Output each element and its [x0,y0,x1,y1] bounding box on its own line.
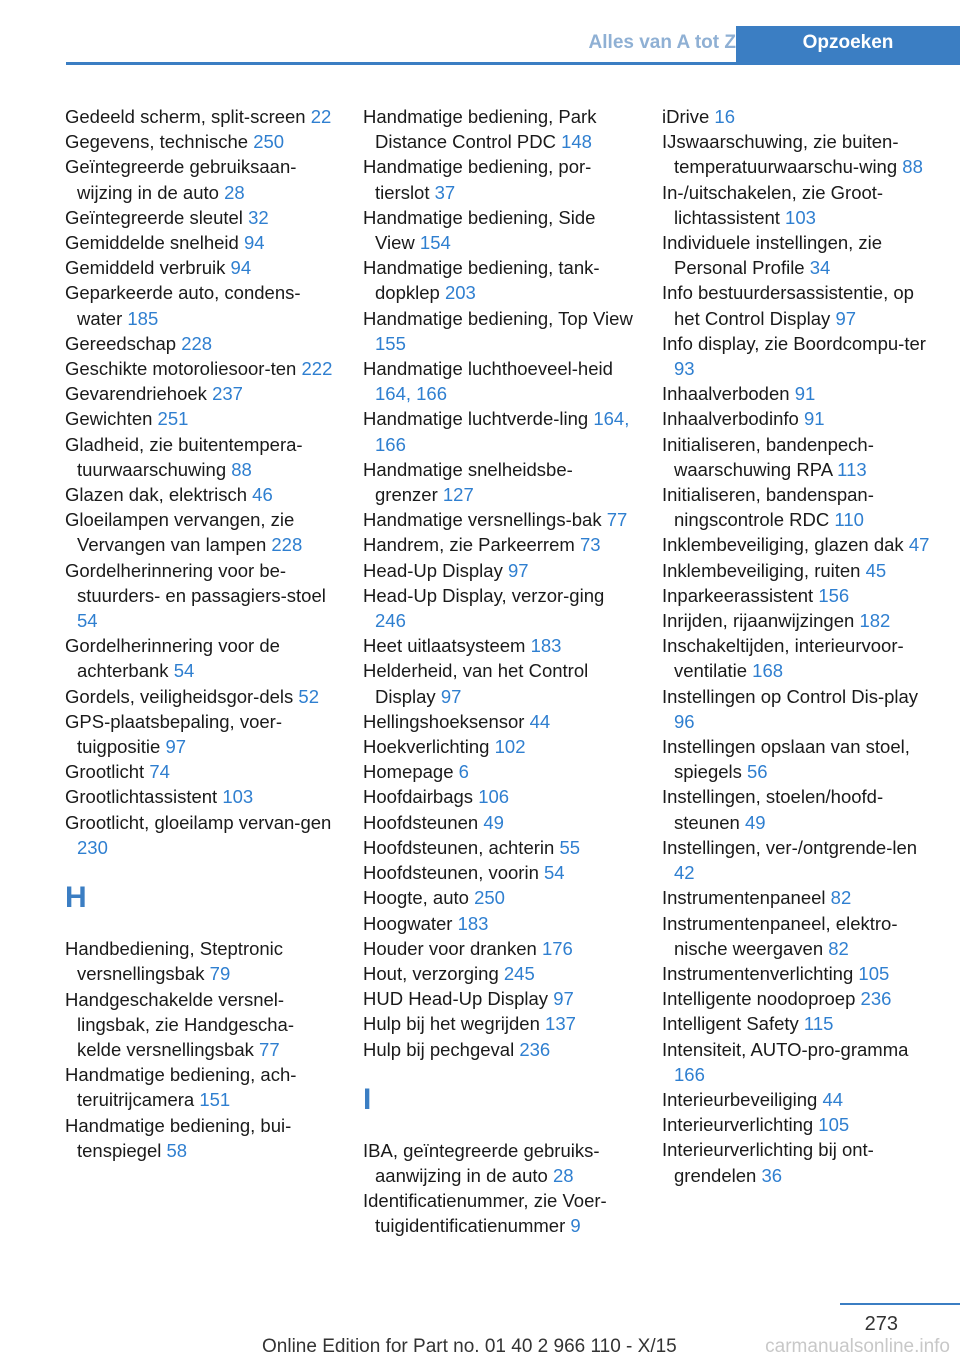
index-entry [662,583,932,608]
index-entry [363,658,633,708]
index-entry [363,835,633,860]
page-reference-link[interactable]: 28 [224,181,245,203]
page-reference-link[interactable]: 148 [561,131,592,153]
index-entry-term: Identificatienummer, zie Voer-tuigidentificatienummer [363,1190,607,1237]
page-reference-link[interactable]: 103 [785,206,816,228]
index-entry-term: Handmatige bediening, Top View [363,307,633,329]
index-entry-term: Inklembeveiliging, glazen dak [662,534,909,556]
section-letter: H [65,881,87,915]
page-reference-link[interactable]: 32 [248,206,269,228]
index-entry [65,987,335,1063]
page-reference-link[interactable]: 47 [908,534,930,556]
index-entry [662,1011,932,1036]
watermark: carmanualsonline.info [765,1336,950,1357]
index-entry-term: Instellingen op Control Dis-play [662,685,919,707]
index-entry-term: IJswaarschuwing, zie buiten-temperatuurwaarschu-wing [662,131,903,178]
index-entry [363,633,633,658]
index-entry [662,835,932,885]
page-reference-link[interactable]: 96 [674,710,695,732]
index-entry-term: Hellingshoeksensor [363,710,530,732]
index-entry [65,205,335,230]
index-entry-term: Homepage [363,761,459,783]
page-reference-link[interactable]: 54 [173,660,195,682]
page-reference-link[interactable]: 237 [212,383,243,405]
index-entry-term: Instellingen, stoelen/hoofd-steunen [662,786,884,833]
index-entry-term: Instrumentenverlichting [662,962,859,984]
page-reference-link[interactable]: 52 [298,685,319,707]
index-entry-term: Inschakeltijden, interieurvoor-ventilatie [662,635,904,682]
index-entry-term: Glazen dak, elektrisch [65,484,253,506]
index-entry [65,331,335,356]
index-entry [662,406,932,431]
index-entry-term: Helderheid, van het Control Display [363,660,589,707]
page-reference-link[interactable]: 56 [747,761,768,783]
index-entry-term: Initialiseren, bandenspan-ningscontrole RDC [662,484,874,531]
page-reference-link[interactable]: 37 [434,181,456,203]
index-entry-term: Handmatige bediening, tank-dopklep [363,257,600,304]
index-entry [363,986,633,1011]
index-entry-term: Geschikte motoroliesoor-ten [65,358,302,380]
page-reference-link[interactable]: 58 [166,1139,188,1161]
page-reference-link[interactable]: 97 [835,307,857,329]
index-entry [65,356,335,381]
page-reference-link[interactable]: 49 [483,811,504,833]
page-reference-link[interactable]: 203 [444,282,476,304]
index-entry-term: Handmatige snelheidsbe-grenzer [363,458,573,506]
index-entry-term: IBA, geïntegreerde gebruiks-aanwijzing in de auto [363,1139,600,1186]
index-entry-term: Gemiddelde snelheid [65,232,244,254]
index-entry-term: Handmatige bediening, ach-teruitrijcamera [65,1064,297,1111]
page-reference-link[interactable]: 49 [744,811,766,833]
page-reference-link[interactable]: 176 [541,937,573,959]
index-entry [65,784,335,809]
page-reference-link[interactable]: 44 [822,1088,844,1110]
index-entry-term: Instrumentenpaneel [662,887,831,909]
page-reference-link[interactable]: 155 [375,332,406,354]
index-entry-term: Hulp bij pechgeval [363,1038,520,1060]
index-entry-term: Intelligent Safety [662,1013,804,1035]
index-entry-term: Hoofdairbags [363,786,479,808]
index-entry-term: Handmatige bediening, bui-tenspiegel [65,1114,292,1161]
page-reference-link[interactable]: 79 [209,963,231,985]
index-entry [363,1037,633,1062]
index-entry-term: Gedeeld scherm, split-screen [65,106,311,127]
header-section-title: Alles van A tot Z [588,32,736,53]
page-reference-link[interactable]: 77 [606,509,628,531]
page-reference-link[interactable]: 182 [859,610,891,632]
page-reference-link[interactable]: 183 [457,912,489,934]
page-reference-link[interactable]: 105 [858,962,890,984]
index-entry-term: Hoofdsteunen, achterin [363,836,560,858]
index-entry [65,936,335,986]
index-entry-term: Handmatige bediening, por-tierslot [363,156,592,203]
index-entry [363,205,633,255]
index-entry-term: Interieurbeveiliging [662,1088,823,1110]
index-entry [363,961,633,986]
index-entry-term: Gordels, veiligheidsgor-dels [65,685,299,707]
index-entry [662,784,932,834]
index-entry [662,911,932,961]
page-reference-link[interactable]: 88 [902,156,923,178]
index-entry [662,482,932,532]
page-reference-link[interactable]: 34 [809,257,831,279]
index-entry [662,280,932,330]
page-reference-link[interactable]: 97 [440,685,462,707]
page-reference-link[interactable]: 16 [714,106,735,127]
index-entry [662,1137,932,1187]
index-entry [65,104,335,129]
index-entry-term: In-/uitschakelen, zie Groot-lichtassistent [662,181,884,228]
index-entry-term: Interieurverlichting bij ont-grendelen [662,1139,874,1186]
index-entry-term: Handbediening, Steptronic versnellingsbak [65,938,284,985]
index-entry-term: Geparkeerde auto, condens-water [65,282,301,329]
index-entry [65,507,335,557]
index-entry [363,784,633,809]
index-entry-term: Instellingen, ver-/ontgrende-len [662,836,918,858]
page-reference-link[interactable]: 164, 166 [375,408,630,455]
index-entry-term: Handmatige bediening, Park Distance Control PDC [363,106,597,153]
index-entry [662,558,932,583]
index-entry [662,734,932,784]
index-entry [662,331,932,381]
index-entry [363,734,633,759]
index-entry [363,306,633,356]
index-entry-term: Head-Up Display, verzor-ging [363,584,605,606]
page-reference-link[interactable]: 45 [865,559,887,581]
page-reference-link[interactable]: 115 [803,1013,834,1035]
page-reference-link[interactable]: 137 [545,1013,576,1035]
page-number: 273 [864,1313,898,1335]
index-entry-term: Gemiddeld verbruik [65,257,231,279]
page-reference-link[interactable]: 93 [674,358,695,380]
index-entry [363,1138,633,1188]
index-entry-term: Geïntegreerde gebruiksaan-wijzing in de auto [65,156,297,203]
index-entry [662,230,932,280]
page-reference-link[interactable]: 73 [579,534,601,556]
index-entry [65,482,335,507]
index-entry-term: Heet uitlaatsysteem [363,635,531,657]
index-entry [662,1112,932,1137]
page-reference-link[interactable]: 28 [552,1164,574,1186]
index-entry-term: Handmatige luchthoeveel-heid [363,358,613,380]
page-reference-link[interactable]: 94 [230,257,252,279]
index-entry [662,633,932,683]
index-entry [65,1113,335,1163]
page-reference-link[interactable]: 127 [442,484,474,506]
index-entry [363,1011,633,1036]
index-entry [363,558,633,583]
index-entry [363,860,633,885]
index-entry [65,558,335,634]
section-letter: I [363,1082,372,1116]
index-entry [363,759,633,784]
index-entry-term: Grootlichtassistent [65,786,223,808]
page-reference-link[interactable]: 22 [310,106,332,127]
page-reference-link[interactable]: 91 [803,408,825,430]
index-entry-term: Intelligente noodoproep [662,988,861,1010]
index-entry-term: iDrive [662,106,715,127]
index-column-3 [662,104,932,1188]
index-entry [363,255,633,305]
index-entry [662,684,932,734]
index-entry-term: Geïntegreerde sleutel [65,206,249,228]
index-entry [363,507,633,532]
index-entry-term: Gevarendriehoek [65,383,213,405]
index-entry [65,684,335,709]
index-column-2 [363,104,633,1239]
index-entry-term: Handmatige bediening, Side View [363,206,596,254]
page-reference-link[interactable]: 103 [222,786,254,808]
page-reference-link[interactable]: 6 [458,761,469,783]
index-entry-term: Hulp bij het wegrijden [363,1013,546,1035]
page-reference-link[interactable]: 236 [860,988,892,1010]
index-entry-term: Hoogte, auto [363,887,475,909]
index-entry [363,936,633,961]
index-entry [662,986,932,1011]
index-entry-term: Gloeilampen vervangen, zie Vervangen van lampen [65,509,295,556]
index-entry [363,356,633,406]
index-entry-term: Gewichten [65,408,158,430]
index-entry-term: Interieurverlichting [662,1114,819,1136]
index-entry-term: Hoogwater [363,912,458,934]
page-reference-link[interactable]: 82 [830,887,852,909]
page-reference-link[interactable]: 9 [570,1215,581,1237]
index-entry-term: Individuele instellingen, zie Personal Profile [662,232,883,279]
index-entry-term: Initialiseren, bandenpech-waarschuwing RPA [662,433,874,480]
page-reference-link[interactable]: 88 [231,458,252,480]
index-entry-term: Inrijden, rijaanwijzingen [662,610,860,632]
page-reference-link[interactable]: 245 [503,962,535,984]
page-reference-link[interactable]: 54 [544,862,565,884]
page-reference-link[interactable]: 97 [507,559,529,581]
index-entry-term: Inhaalverboden [662,383,795,405]
index-entry [65,154,335,204]
index-entry-term: Hoofdsteunen [363,811,484,833]
index-entry-term: Inparkeerassistent [662,584,819,606]
index-entry [363,885,633,910]
index-entry-term: Gladheid, zie buitentempera-tuurwaarschuwing [65,433,303,480]
page-reference-link[interactable]: 82 [828,937,849,959]
index-entry [363,532,633,557]
page-reference-link[interactable]: 151 [199,1089,231,1111]
page-reference-link[interactable]: 91 [794,383,816,405]
index-entry [662,180,932,230]
page-reference-link[interactable]: 183 [530,635,562,657]
index-entry [65,759,335,784]
index-entry [363,1188,633,1238]
index-entry-term: Hout, verzorging [363,962,504,984]
index-entry-term: Gordelherinnering voor be-stuurders- en passagiers-stoel [65,559,326,606]
index-entry [65,432,335,482]
index-entry [662,608,932,633]
index-entry [363,154,633,204]
index-entry [662,432,932,482]
index-entry-term: Grootlicht [65,761,150,783]
index-entry-term: Hoekverlichting [363,736,495,758]
page-reference-link[interactable]: 106 [478,786,510,808]
page-reference-link[interactable]: 230 [77,836,108,858]
index-entry [363,104,633,154]
page-reference-link[interactable]: 97 [553,988,574,1010]
index-entry [662,104,932,129]
page-reference-link[interactable]: 105 [818,1114,850,1136]
index-entry-term: Intensiteit, AUTO-pro-gramma [662,1038,909,1060]
page-reference-link[interactable]: 164, 166 [375,383,448,405]
page-reference-link[interactable]: 251 [157,408,189,430]
page-reference-link[interactable]: 110 [834,509,864,531]
page-reference-link[interactable]: 236 [519,1038,551,1060]
page-reference-link[interactable]: 228 [181,332,213,354]
index-entry [65,280,335,330]
page-reference-link[interactable]: 77 [259,1038,280,1060]
page-reference-link[interactable]: 166 [674,1063,705,1085]
index-entry-term: Info display, zie Boordcompu-ter [662,332,926,354]
index-entry-term: Houder voor dranken [363,937,542,959]
header-tab-opzoeken[interactable]: Opzoeken [736,26,960,62]
index-entry-term: Gereedschap [65,332,182,354]
index-entry-term: Inklembeveiliging, ruiten [662,559,866,581]
page-reference-link[interactable]: 42 [674,862,695,884]
page-reference-link[interactable]: 168 [752,660,784,682]
index-entry [65,633,335,683]
index-entry-term: Instellingen opslaan van stoel, spiegels [662,736,910,783]
page-reference-link[interactable]: 97 [165,736,187,758]
index-entry [662,1037,932,1087]
index-entry [363,457,633,507]
index-entry-term: Grootlicht, gloeilamp vervan-gen [65,811,332,833]
index-entry [363,583,633,633]
page-reference-link[interactable]: 250 [253,131,285,153]
index-entry [65,255,335,280]
index-entry-term: GPS-plaatsbepaling, voer-tuigpositie [65,710,282,758]
index-entry [363,406,633,456]
index-entry [662,1087,932,1112]
page-reference-link[interactable]: 74 [149,761,170,783]
index-entry [65,230,335,255]
page-reference-link[interactable]: 156 [818,584,850,606]
page-reference-link[interactable]: 246 [375,610,406,632]
index-entry [662,532,932,557]
page-reference-link[interactable]: 113 [837,458,867,480]
index-entry [662,129,932,179]
index-entry [662,885,932,910]
index-entry [363,911,633,936]
index-entry-term: Handmatige versnellings-bak [363,509,607,531]
page-reference-link[interactable]: 154 [419,232,451,254]
page-reference-link[interactable]: 46 [252,484,273,506]
page-reference-link[interactable]: 54 [77,610,98,632]
footer-rule [840,1303,960,1305]
index-entry-term: HUD Head-Up Display [363,988,554,1010]
index-entry [662,961,932,986]
index-entry [662,381,932,406]
index-entry-term: Gegevens, technische [65,131,254,153]
index-entry [363,810,633,835]
page-reference-link[interactable]: 250 [474,887,505,909]
page-reference-link[interactable]: 102 [494,736,526,758]
index-column-1 [65,104,335,1163]
index-entry [65,381,335,406]
index-entry [65,810,335,860]
page-reference-link[interactable]: 185 [127,307,159,329]
page-reference-link[interactable]: 94 [243,232,265,254]
index-entry-term: Handgeschakelde versnel-lingsbak, zie Handgescha-kelde versnellingsbak [65,988,294,1060]
index-entry [65,1062,335,1112]
index-entry [65,406,335,431]
index-entry-term: Handrem, zie Parkeerrem [363,534,580,556]
index-entry-term: Instrumentenpaneel, elektro-nische weergaven [662,912,898,959]
index-entry-term: Handmatige luchtverde-ling [363,408,594,430]
index-entry-term: Inhaalverbodinfo [662,408,804,430]
page-reference-link[interactable]: 228 [271,534,303,556]
index-entry-term: Hoofdsteunen, voorin [363,862,545,884]
index-entry [65,709,335,759]
index-entry-term: Gordelherinnering voor de achterbank [65,635,280,682]
index-entry [65,129,335,154]
page-header [66,26,960,65]
page-reference-link[interactable]: 55 [559,836,581,858]
page-reference-link[interactable]: 222 [301,358,333,380]
index-entry-term: Head-Up Display [363,559,508,581]
edition-note: Online Edition for Part no. 01 40 2 966 110 - X/15 [262,1336,677,1357]
page-reference-link[interactable]: 44 [529,710,551,732]
page-reference-link[interactable]: 36 [761,1164,783,1186]
index-entry [363,709,633,734]
index-entry-term: Info bestuurdersassistentie, op het Control Display [662,282,914,329]
